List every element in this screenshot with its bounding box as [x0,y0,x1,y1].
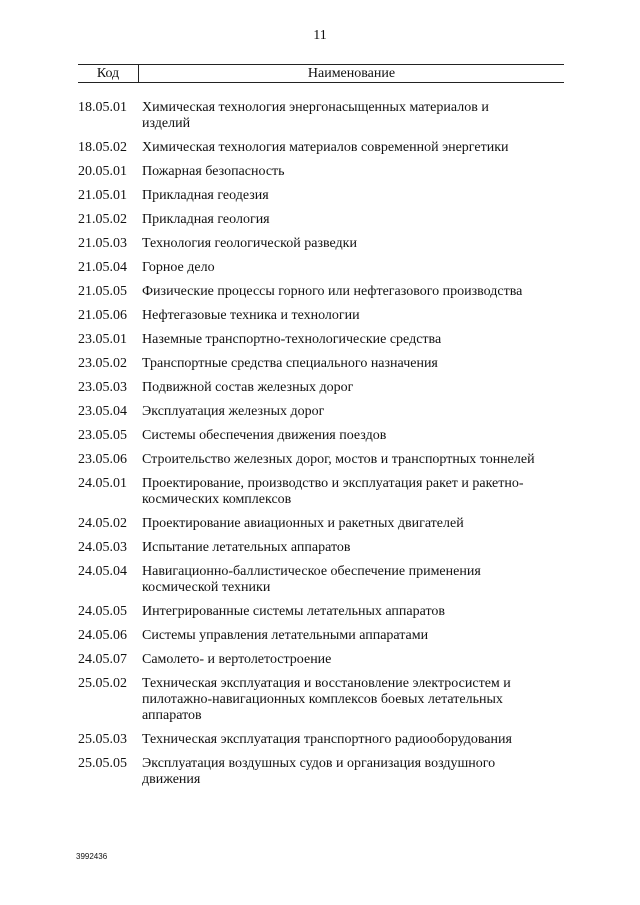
row-name: Самолето- и вертолетостроение [142,652,332,667]
row-name: Технология геологической разведки [142,236,357,251]
row-code: 24.05.02 [78,516,127,531]
row-name: Строительство железных дорог, мостов и транспортных тоннелей [142,452,535,467]
table-row [78,628,564,644]
document-code: 3992436 [76,852,108,861]
row-code: 21.05.06 [78,308,127,323]
table-row [78,404,564,420]
row-name: Пожарная безопасность [142,164,285,179]
table-row [78,452,564,468]
table-row [78,676,564,724]
table-row [78,236,564,252]
row-name: Физические процессы горного или нефтегазового производства [142,284,523,299]
row-code: 24.05.04 [78,564,127,579]
row-code: 25.05.03 [78,732,127,747]
row-name: Проектирование авиационных и ракетных двигателей [142,516,464,531]
row-code: 21.05.05 [78,284,127,299]
table-row [78,428,564,444]
row-name: Системы обеспечения движения поездов [142,428,387,443]
row-code: 21.05.03 [78,236,127,251]
row-name: Горное дело [142,260,215,275]
table-row [78,756,564,788]
table-row [78,516,564,532]
table-row [78,140,564,156]
row-code: 24.05.03 [78,540,127,555]
table-row [78,564,564,596]
table-row [78,212,564,228]
specialty-list [78,100,564,796]
row-code: 24.05.07 [78,652,127,667]
row-code: 21.05.04 [78,260,127,275]
row-name: Интегрированные системы летательных аппаратов [142,604,445,619]
table-row [78,284,564,300]
row-name: Нефтегазовые техника и технологии [142,308,360,323]
table-row [78,732,564,748]
column-header-code: Код [78,65,139,82]
table-row [78,540,564,556]
table-row [78,356,564,372]
row-name: Навигационно-баллистическое обеспечение применения космической техники [142,564,481,595]
row-code: 23.05.01 [78,332,127,347]
row-name: Наземные транспортно-технологические средства [142,332,442,347]
table-row [78,332,564,348]
table-row [78,604,564,620]
table-row [78,100,564,132]
row-code: 24.05.05 [78,604,127,619]
row-name: Системы управления летательными аппаратами [142,628,429,643]
row-name: Испытание летательных аппаратов [142,540,351,555]
table-row [78,380,564,396]
page-number: 11 [313,28,327,43]
column-header-name: Наименование [307,66,396,81]
table-row [78,652,564,668]
row-code: 18.05.01 [78,100,127,115]
row-name: Подвижной состав железных дорог [142,380,354,395]
table-row [78,476,564,508]
table-row [78,260,564,276]
row-name: Прикладная геодезия [142,188,269,203]
row-code: 24.05.06 [78,628,127,643]
table-header [78,64,564,83]
table-row [78,308,564,324]
row-code: 21.05.01 [78,188,127,203]
row-name: Химическая технология материалов современной энергетики [142,140,509,155]
row-name: Техническая эксплуатация транспортного радиооборудования [142,732,512,747]
row-name: Прикладная геология [142,212,270,227]
row-name: Химическая технология энергонасыщенных материалов и изделий [142,100,489,131]
table-row [78,164,564,180]
row-name: Эксплуатация железных дорог [142,404,325,419]
row-name: Техническая эксплуатация и восстановление электросистем и пилотажно-навигационных комплексов боевых летательных аппаратов [142,676,511,723]
row-code: 24.05.01 [78,476,127,491]
row-code: 21.05.02 [78,212,127,227]
row-code: 20.05.01 [78,164,127,179]
row-code: 18.05.02 [78,140,127,155]
table-row [78,188,564,204]
row-code: 23.05.06 [78,452,127,467]
row-code: 23.05.02 [78,356,127,371]
row-code: 25.05.05 [78,756,127,771]
row-name: Транспортные средства специального назначения [142,356,438,371]
row-code: 23.05.04 [78,404,127,419]
row-name: Проектирование, производство и эксплуатация ракет и ракетно-космических комплексов [142,476,524,507]
row-code: 23.05.03 [78,380,127,395]
row-code: 25.05.02 [78,676,127,691]
row-name: Эксплуатация воздушных судов и организация воздушного движения [142,756,496,787]
row-code: 23.05.05 [78,428,127,443]
